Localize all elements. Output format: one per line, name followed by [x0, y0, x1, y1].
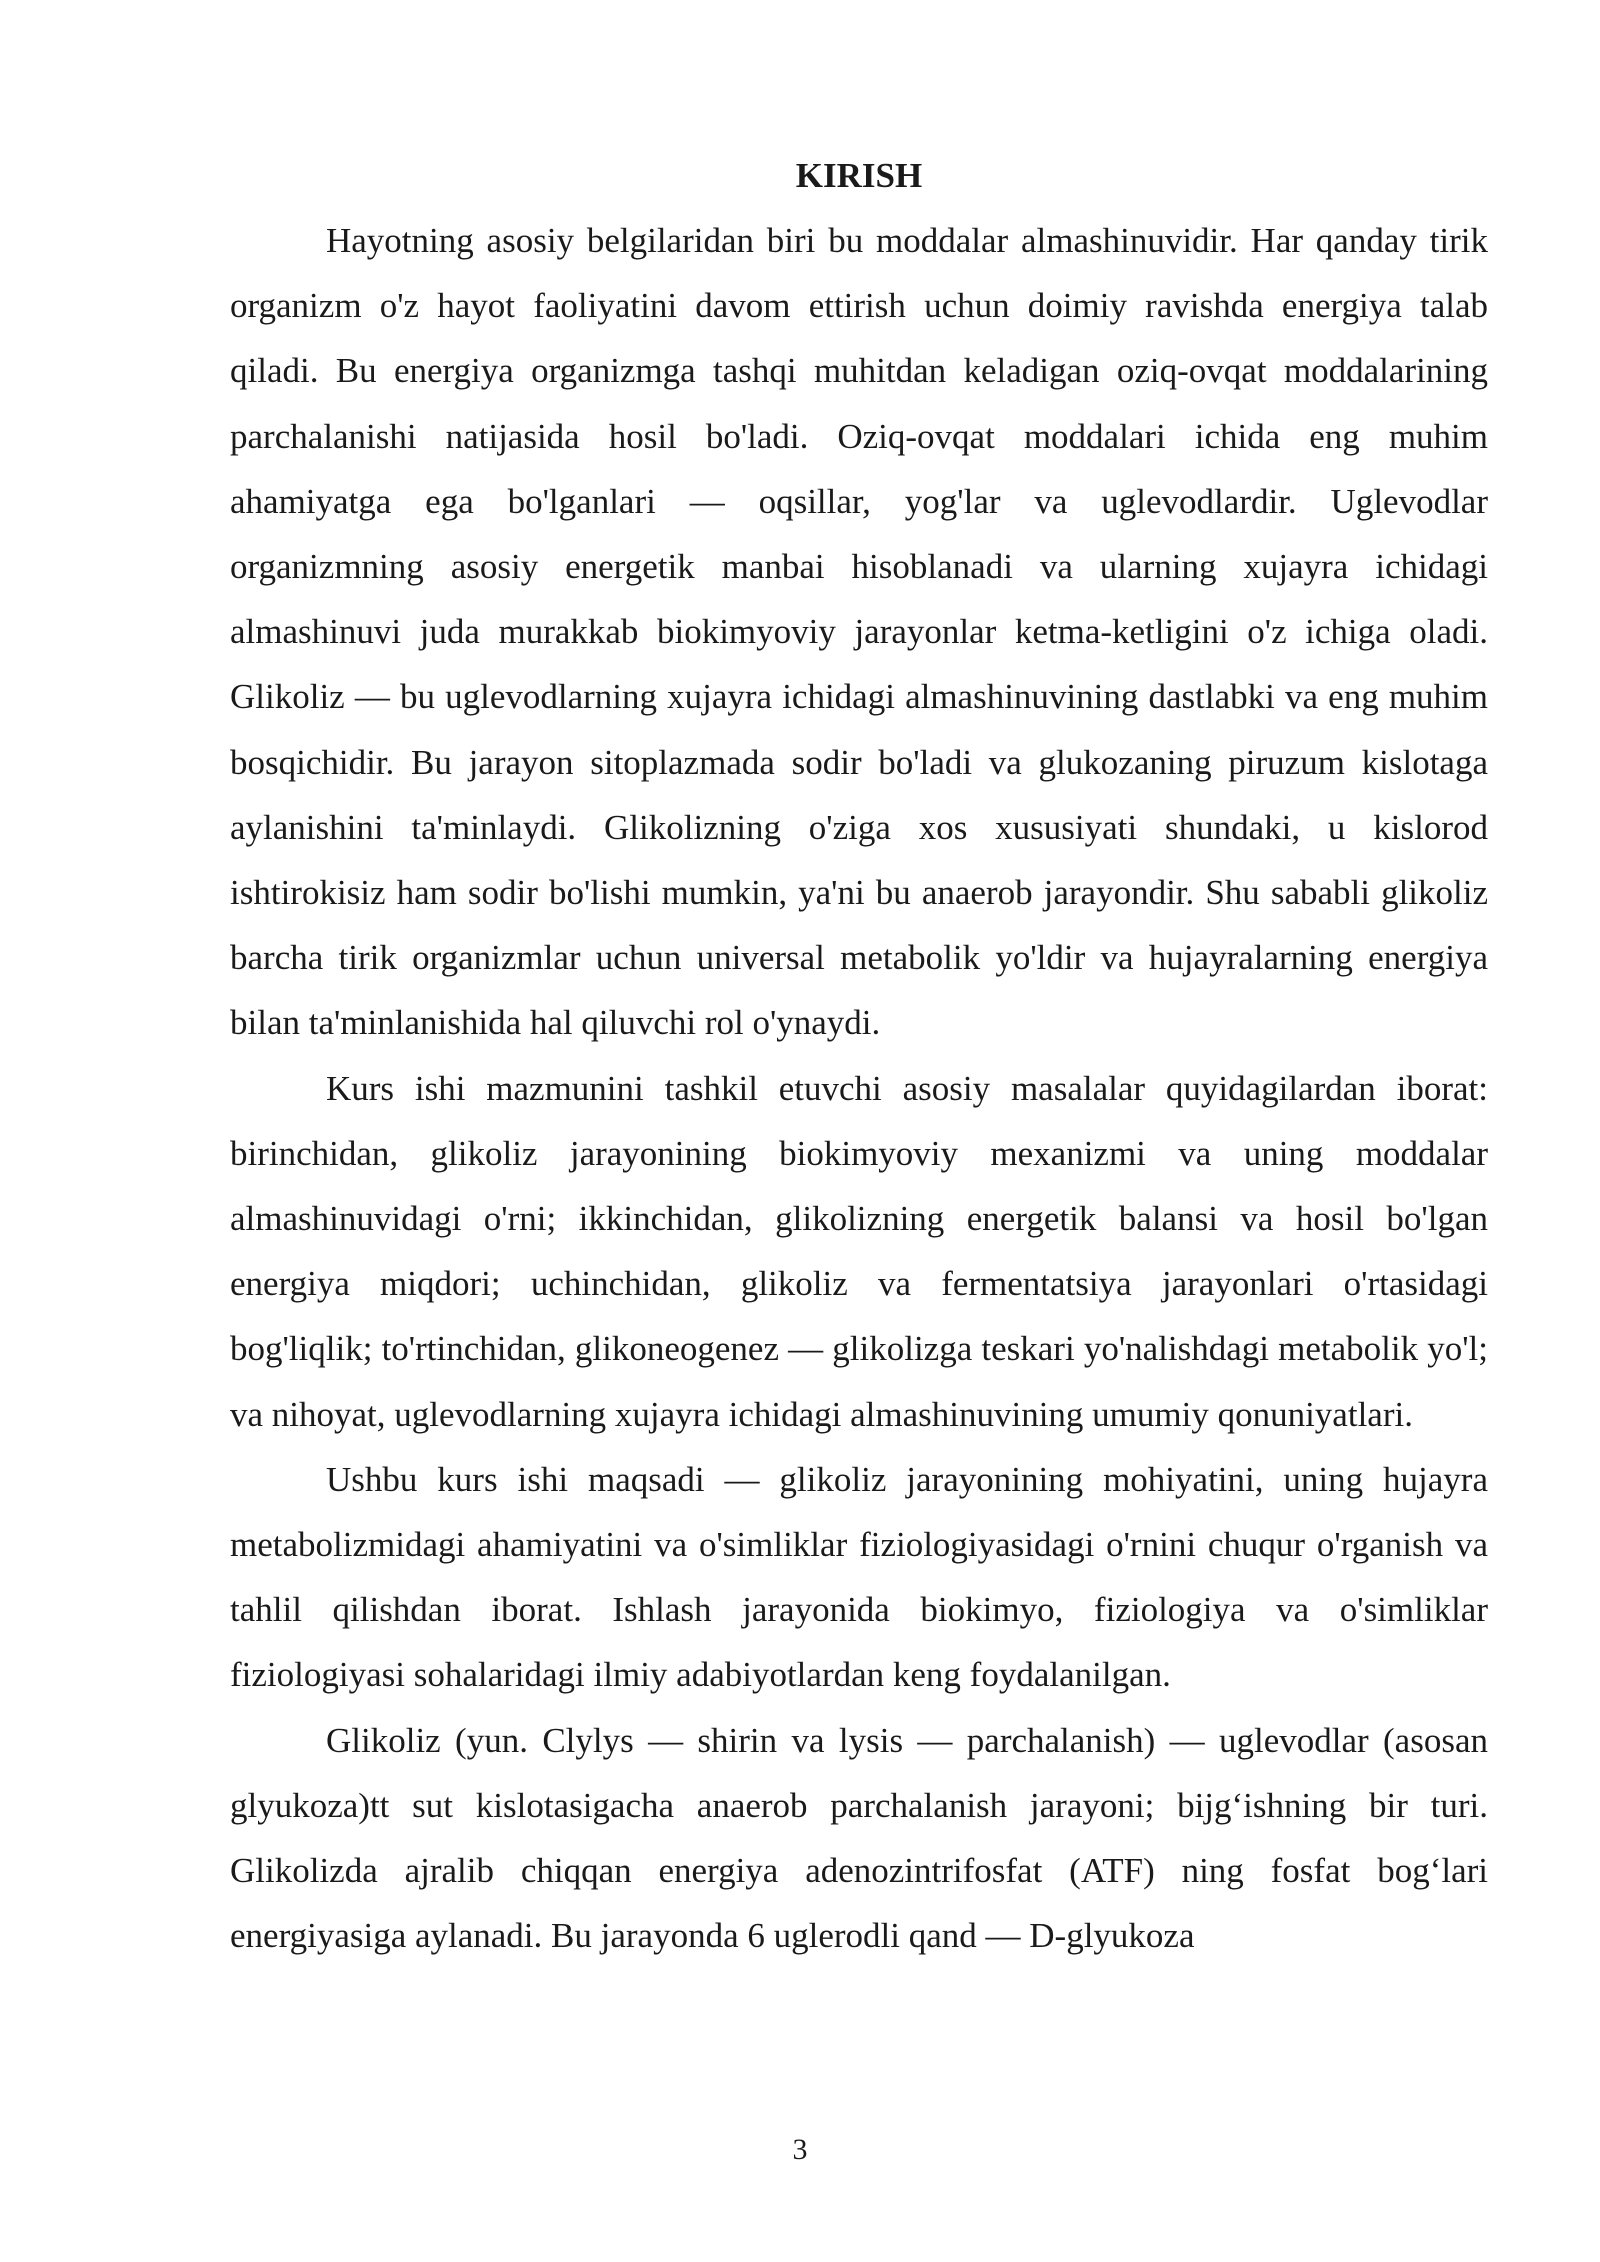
paragraph-3: Ushbu kurs ishi maqsadi — glikoliz jarayonining mohiyatini, uning hujayra metabolizmidagi ahamiyatini va o'simliklar fiziologiyasidagi o'rnini chuqur o'rganish va tahlil qilishdan iborat. Ishlash jarayonida biokimyo, fiziologiya va o'simliklar fiziologiyasi sohalaridagi ilmiy adabiyotlardan keng foydalanilgan. [230, 1459, 1488, 1695]
page-number: 3 [792, 2133, 808, 2166]
paragraph-1: Hayotning asosiy belgilaridan biri bu moddalar almashinuvidir. Har qanday tirik organizm o'z hayot faoliyatini davom ettirish uchun doimiy ravishda energiya talab qiladi. Bu energiya organizmga tashqi muhitdan keladigan oziq-ovqat moddalarining parchalanishi natijasida hosil bo'ladi. Oziq-ovqat moddalari ichida eng muhim ahamiyatga ega bo'lganlari — oqsillar, yog'lar va uglevodlardir. Uglevodlar organizmning asosiy energetik manbai hisoblanadi va ularning xujayra ichidagi almashinuvi juda murakkab biokimyoviy jarayonlar ketma-ketligini o'z ichiga oladi. Glikoliz — bu uglevodlarning xujayra ichidagi almashinuvining dastlabki va eng muhim bosqichidir. Bu jarayon sitoplazmada sodir bo'ladi va glukozaning piruzum kislotaga aylanishini ta'minlaydi. Glikolizning o'ziga xos xususiyati shundaki, u kislorod ishtirokisiz ham sodir bo'lishi mumkin, ya'ni bu anaerob jarayondir. Shu sababli glikoliz barcha tirik organizmlar uchun universal metabolik yo'ldir va hujayralarning energiya bilan ta'minlanishida hal qiluvchi rol o'ynaydi. [230, 221, 1488, 1043]
paragraph-4: Glikoliz (yun. Clylys — shirin va lysis — parchalanish) — uglevodlar (asosan glyukoza)tt sut kislotasigacha anaerob parchalanish jarayoni; bijg‘ishning bir turi. Glikolizda ajralib chiqqan energiya adenozintrifosfat (ATF) ning fosfat bog‘lari energiyasiga aylanadi. Bu jarayonda 6 uglerodli qand — D-glyukoza [230, 1720, 1488, 1956]
paragraph-2: Kurs ishi mazmunini tashkil etuvchi asosiy masalalar quyidagilardan iborat: birinchidan, glikoliz jarayonining biokimyoviy mexanizmi va uning moddalar almashinuvidagi o'rni; ikkinchidan, glikolizning energetik balansi va hosil bo'lgan energiya miqdori; uchinchidan, glikoliz va fermentatsiya jarayonlari o'rtasidagi bog'liqlik; to'rtinchidan, glikoneogenez — glikolizga teskari yo'nalishdagi metabolik yo'l; va nihoyat, uglevodlarning xujayra ichidagi almashinuvining umumiy qonuniyatlari. [230, 1068, 1488, 1434]
document-body [230, 150, 1488, 1968]
section-title: KIRISH [795, 156, 923, 195]
